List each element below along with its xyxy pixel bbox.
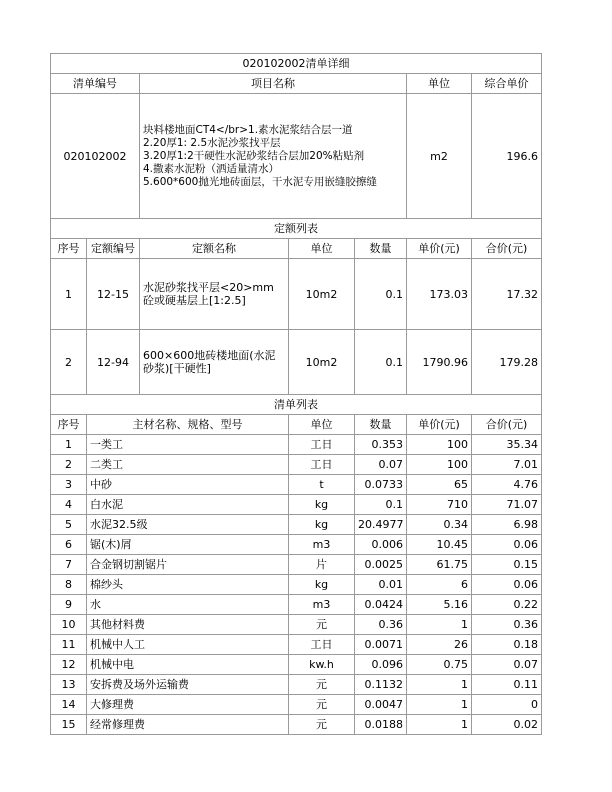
- material-header-name: 主材名称、规格、型号: [87, 415, 289, 435]
- bill-unit-header: 单位: [407, 74, 472, 94]
- material-no: 5: [51, 515, 87, 535]
- material-total: 0.06: [472, 575, 542, 595]
- material-name: 水: [87, 595, 289, 615]
- material-unit: 工日: [289, 455, 355, 475]
- material-name: 合金钢切割锯片: [87, 555, 289, 575]
- material-unit: kw.h: [289, 655, 355, 675]
- material-total: 6.98: [472, 515, 542, 535]
- title-row: [51, 54, 542, 74]
- material-total: 0.18: [472, 635, 542, 655]
- material-name: 白水泥: [87, 495, 289, 515]
- quota-header-row: [51, 239, 542, 259]
- material-qty: 20.4977: [355, 515, 407, 535]
- material-no: 2: [51, 455, 87, 475]
- material-qty: 0.1: [355, 495, 407, 515]
- material-total: 0.06: [472, 535, 542, 555]
- material-price: 26: [407, 635, 472, 655]
- material-total: 0.07: [472, 655, 542, 675]
- material-price: 710: [407, 495, 472, 515]
- material-qty: 0.36: [355, 615, 407, 635]
- material-section-row: [51, 395, 542, 415]
- material-total: 0.36: [472, 615, 542, 635]
- material-name: 二类工: [87, 455, 289, 475]
- material-qty: 0.01: [355, 575, 407, 595]
- material-row: [51, 435, 542, 455]
- material-no: 7: [51, 555, 87, 575]
- material-price: 65: [407, 475, 472, 495]
- material-header-qty: 数量: [355, 415, 407, 435]
- material-no: 15: [51, 715, 87, 735]
- quota-price: 1790.96: [407, 330, 472, 395]
- material-unit: 元: [289, 675, 355, 695]
- material-no: 12: [51, 655, 87, 675]
- bill-price: 196.6: [472, 94, 542, 219]
- quota-price: 173.03: [407, 259, 472, 330]
- material-row: [51, 515, 542, 535]
- material-qty: 0.006: [355, 535, 407, 555]
- bill-row: [51, 94, 542, 219]
- table-title: 020102002清单详细: [51, 54, 542, 74]
- material-name: 一类工: [87, 435, 289, 455]
- material-unit: m3: [289, 535, 355, 555]
- material-row: [51, 475, 542, 495]
- quota-header-code: 定额编号: [87, 239, 140, 259]
- quota-header-unit: 单位: [289, 239, 355, 259]
- quota-no: 1: [51, 259, 87, 330]
- material-price: 10.45: [407, 535, 472, 555]
- material-price: 1: [407, 675, 472, 695]
- material-no: 1: [51, 435, 87, 455]
- material-price: 1: [407, 615, 472, 635]
- material-qty: 0.353: [355, 435, 407, 455]
- material-total: 0: [472, 695, 542, 715]
- material-total: 4.76: [472, 475, 542, 495]
- material-price: 1: [407, 695, 472, 715]
- material-name: 安拆费及场外运输费: [87, 675, 289, 695]
- quota-header-name: 定额名称: [140, 239, 289, 259]
- quota-code: 12-94: [87, 330, 140, 395]
- material-section-title: 清单列表: [51, 395, 542, 415]
- quota-code: 12-15: [87, 259, 140, 330]
- material-qty: 0.0047: [355, 695, 407, 715]
- material-row: [51, 695, 542, 715]
- material-qty: 0.0071: [355, 635, 407, 655]
- quota-name: 水泥砂浆找平层<20>mm 砼或硬基层上[1:2.5]: [140, 259, 289, 330]
- material-total: 0.15: [472, 555, 542, 575]
- material-unit: 工日: [289, 635, 355, 655]
- material-total: 35.34: [472, 435, 542, 455]
- material-row: [51, 495, 542, 515]
- quota-section-title: 定额列表: [51, 219, 542, 239]
- material-qty: 0.0733: [355, 475, 407, 495]
- quota-no: 2: [51, 330, 87, 395]
- material-total: 0.11: [472, 675, 542, 695]
- material-row: [51, 675, 542, 695]
- material-total: 0.22: [472, 595, 542, 615]
- material-price: 0.34: [407, 515, 472, 535]
- material-no: 4: [51, 495, 87, 515]
- quota-section-row: [51, 219, 542, 239]
- material-row: [51, 575, 542, 595]
- material-price: 1: [407, 715, 472, 735]
- material-no: 13: [51, 675, 87, 695]
- quota-unit: 10m2: [289, 259, 355, 330]
- material-no: 10: [51, 615, 87, 635]
- material-total: 71.07: [472, 495, 542, 515]
- material-row: [51, 455, 542, 475]
- material-name: 中砂: [87, 475, 289, 495]
- quota-row: [51, 330, 542, 395]
- material-row: [51, 715, 542, 735]
- quota-total: 179.28: [472, 330, 542, 395]
- material-qty: 0.07: [355, 455, 407, 475]
- material-unit: kg: [289, 515, 355, 535]
- material-name: 机械中人工: [87, 635, 289, 655]
- material-no: 11: [51, 635, 87, 655]
- material-qty: 0.0424: [355, 595, 407, 615]
- quota-total: 17.32: [472, 259, 542, 330]
- material-name: 锯(木)屑: [87, 535, 289, 555]
- material-qty: 0.0025: [355, 555, 407, 575]
- material-qty: 0.096: [355, 655, 407, 675]
- material-qty: 0.0188: [355, 715, 407, 735]
- bill-header-row: [51, 74, 542, 94]
- material-header-price: 单价(元): [407, 415, 472, 435]
- quota-header-no: 序号: [51, 239, 87, 259]
- bill-unit: m2: [407, 94, 472, 219]
- material-no: 8: [51, 575, 87, 595]
- quota-qty: 0.1: [355, 259, 407, 330]
- quota-header-price: 单价(元): [407, 239, 472, 259]
- material-name: 棉纱头: [87, 575, 289, 595]
- bill-detail-table: [50, 53, 542, 735]
- bill-code: 020102002: [51, 94, 140, 219]
- material-total: 7.01: [472, 455, 542, 475]
- quota-name: 600×600地砖楼地面(水泥砂浆)[干硬性]: [140, 330, 289, 395]
- bill-name-header: 项目名称: [140, 74, 407, 94]
- material-unit: 元: [289, 695, 355, 715]
- bill-code-header: 清单编号: [51, 74, 140, 94]
- material-price: 6: [407, 575, 472, 595]
- material-no: 3: [51, 475, 87, 495]
- material-no: 6: [51, 535, 87, 555]
- material-row: [51, 635, 542, 655]
- material-name: 大修理费: [87, 695, 289, 715]
- material-unit: m3: [289, 595, 355, 615]
- material-unit: 元: [289, 615, 355, 635]
- material-price: 100: [407, 435, 472, 455]
- quota-header-total: 合价(元): [472, 239, 542, 259]
- material-total: 0.02: [472, 715, 542, 735]
- bill-description: 块料楼地面CT4</br>1.素水泥浆结合层一道 2.20厚1: 2.5水泥沙浆找平层 3.20厚1:2干硬性水泥砂浆结合层加20%粘贴剂 4.撒素水泥粉（洒适量清水） 5.600*600抛光地砖面层，干水泥专用嵌缝胶擦缝: [140, 94, 407, 219]
- material-name: 机械中电: [87, 655, 289, 675]
- material-row: [51, 655, 542, 675]
- material-name: 水泥32.5级: [87, 515, 289, 535]
- material-row: [51, 535, 542, 555]
- material-qty: 0.1132: [355, 675, 407, 695]
- material-no: 9: [51, 595, 87, 615]
- material-unit: kg: [289, 575, 355, 595]
- quota-qty: 0.1: [355, 330, 407, 395]
- material-header-no: 序号: [51, 415, 87, 435]
- material-unit: 片: [289, 555, 355, 575]
- material-price: 5.16: [407, 595, 472, 615]
- quota-row: [51, 259, 542, 330]
- quota-unit: 10m2: [289, 330, 355, 395]
- material-unit: kg: [289, 495, 355, 515]
- material-unit: 元: [289, 715, 355, 735]
- material-price: 0.75: [407, 655, 472, 675]
- bill-price-header: 综合单价: [472, 74, 542, 94]
- material-price: 100: [407, 455, 472, 475]
- material-price: 61.75: [407, 555, 472, 575]
- material-unit: t: [289, 475, 355, 495]
- material-header-row: [51, 415, 542, 435]
- material-header-total: 合价(元): [472, 415, 542, 435]
- material-name: 其他材料费: [87, 615, 289, 635]
- material-name: 经常修理费: [87, 715, 289, 735]
- quota-header-qty: 数量: [355, 239, 407, 259]
- material-header-unit: 单位: [289, 415, 355, 435]
- material-unit: 工日: [289, 435, 355, 455]
- material-no: 14: [51, 695, 87, 715]
- material-row: [51, 615, 542, 635]
- material-row: [51, 555, 542, 575]
- material-row: [51, 595, 542, 615]
